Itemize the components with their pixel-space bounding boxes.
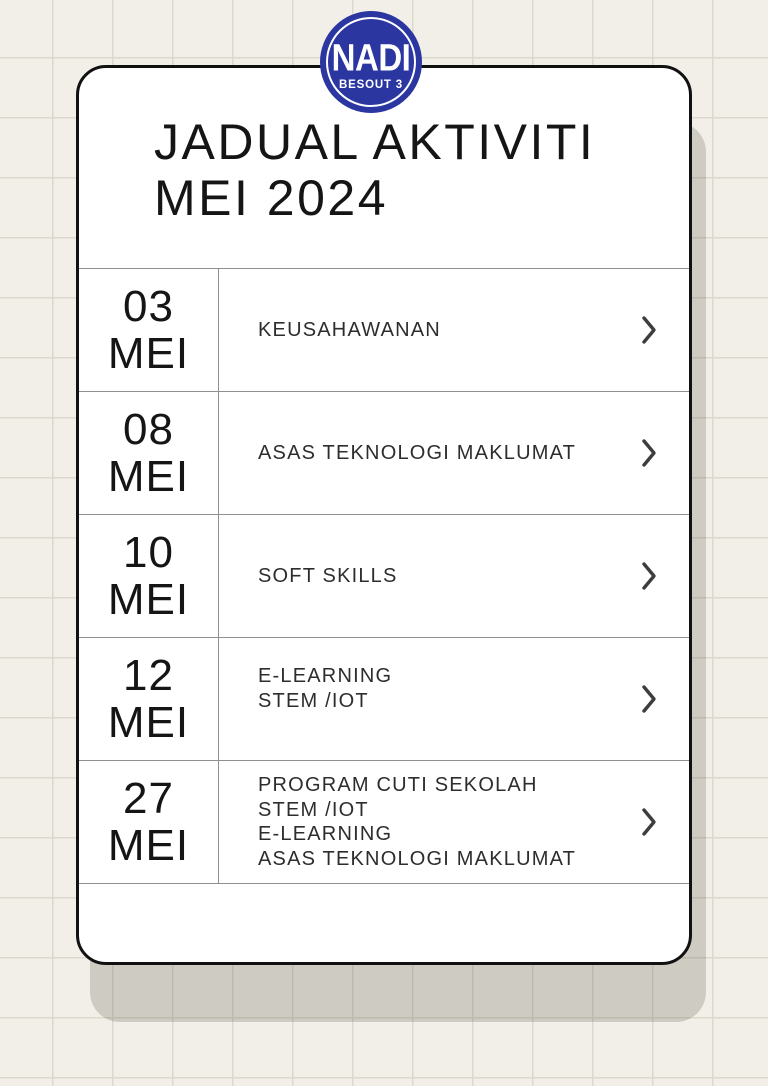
row-detail-button[interactable] — [635, 269, 689, 391]
schedule-row — [79, 391, 689, 514]
date-month: MEI — [107, 452, 190, 501]
schedule-table — [79, 268, 689, 884]
date-day: 03 — [123, 282, 174, 331]
page-title — [154, 114, 689, 226]
activity-cell — [219, 761, 635, 883]
activity-line: KEUSAHAWANAN — [258, 318, 441, 341]
schedule-card — [76, 65, 692, 965]
activity-line: STEM /IOT — [258, 689, 369, 712]
logo-subtitle: BESOUT 3 — [339, 79, 403, 91]
activity-line: SOFT SKILLS — [258, 564, 398, 587]
date-cell — [79, 761, 219, 883]
date-day: 10 — [123, 528, 174, 577]
date-cell — [79, 269, 219, 391]
date-month: MEI — [107, 698, 190, 747]
activity-line: E-LEARNING — [258, 823, 393, 845]
chevron-right-icon — [641, 315, 657, 345]
date-cell — [79, 515, 219, 637]
activity-line: E-LEARNING — [258, 665, 393, 687]
page-title-line1: JADUAL AKTIVITI — [154, 114, 596, 170]
date-month: MEI — [107, 575, 190, 624]
schedule-row — [79, 268, 689, 391]
row-detail-button[interactable] — [635, 392, 689, 514]
chevron-right-icon — [641, 684, 657, 714]
chevron-right-icon — [641, 561, 657, 591]
nadi-logo — [320, 11, 422, 113]
schedule-row — [79, 514, 689, 637]
logo-name: NADI — [331, 36, 411, 79]
date-cell — [79, 638, 219, 760]
date-month: MEI — [107, 329, 190, 378]
activity-cell — [219, 269, 635, 391]
activity-line: STEM /IOT — [258, 798, 369, 821]
date-cell — [79, 392, 219, 514]
schedule-row — [79, 760, 689, 883]
date-day: 08 — [123, 405, 174, 454]
activity-line: ASAS TEKNOLOGI MAKLUMAT — [258, 441, 577, 464]
row-detail-button[interactable] — [635, 761, 689, 883]
row-detail-button[interactable] — [635, 515, 689, 637]
activity-line: ASAS TEKNOLOGI MAKLUMAT — [258, 847, 577, 870]
date-month: MEI — [107, 821, 190, 870]
chevron-right-icon — [641, 438, 657, 468]
chevron-right-icon — [641, 807, 657, 837]
activity-cell — [219, 638, 635, 760]
activity-cell — [219, 515, 635, 637]
date-day: 12 — [123, 651, 174, 700]
schedule-row — [79, 637, 689, 760]
page-title-line2: MEI 2024 — [154, 170, 389, 226]
row-detail-button[interactable] — [635, 638, 689, 760]
activity-cell — [219, 392, 635, 514]
activity-line: PROGRAM CUTI SEKOLAH — [258, 774, 538, 796]
date-day: 27 — [123, 774, 174, 823]
